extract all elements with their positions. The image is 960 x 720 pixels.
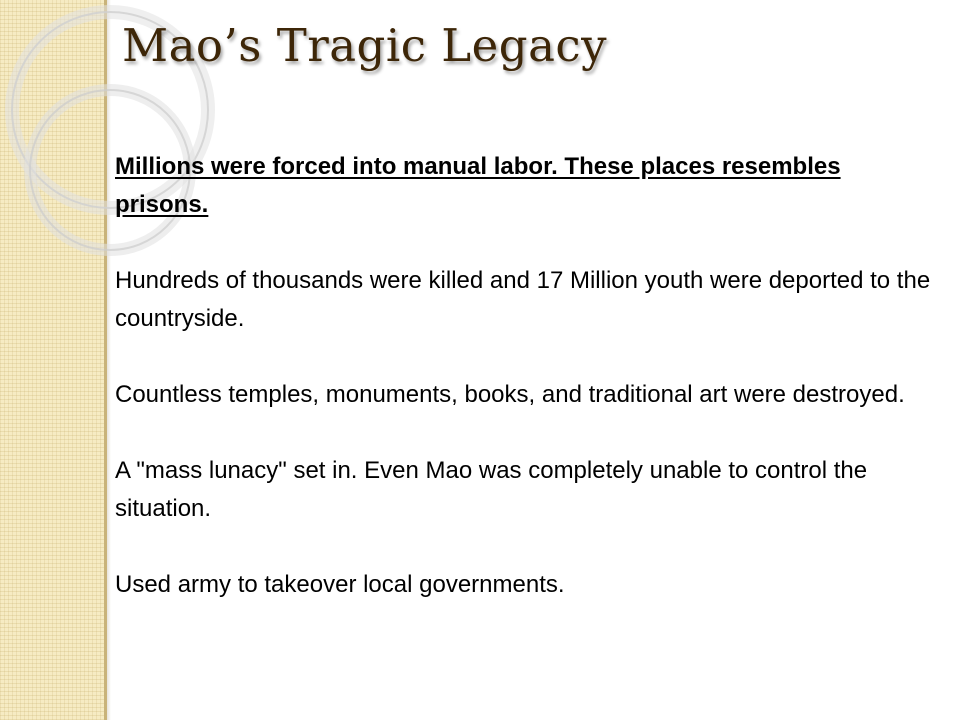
paragraph-destroyed-culture: Countless temples, monuments, books, and traditional art were destroyed. <box>115 381 905 408</box>
slide-title: Mao’s Tragic Legacy <box>122 19 608 72</box>
paragraph-killed-deported: Hundreds of thousands were killed and 17 Million youth were deported to the countryside. <box>115 267 931 332</box>
slide-body <box>115 148 935 604</box>
paragraph-army-takeover: Used army to takeover local governments. <box>115 571 565 598</box>
paragraph-mass-lunacy: A "mass lunacy" set in. Even Mao was completely unable to control the situation. <box>115 457 868 522</box>
paragraph-forced-labor: Millions were forced into manual labor. These places resembles prisons. <box>115 153 841 218</box>
